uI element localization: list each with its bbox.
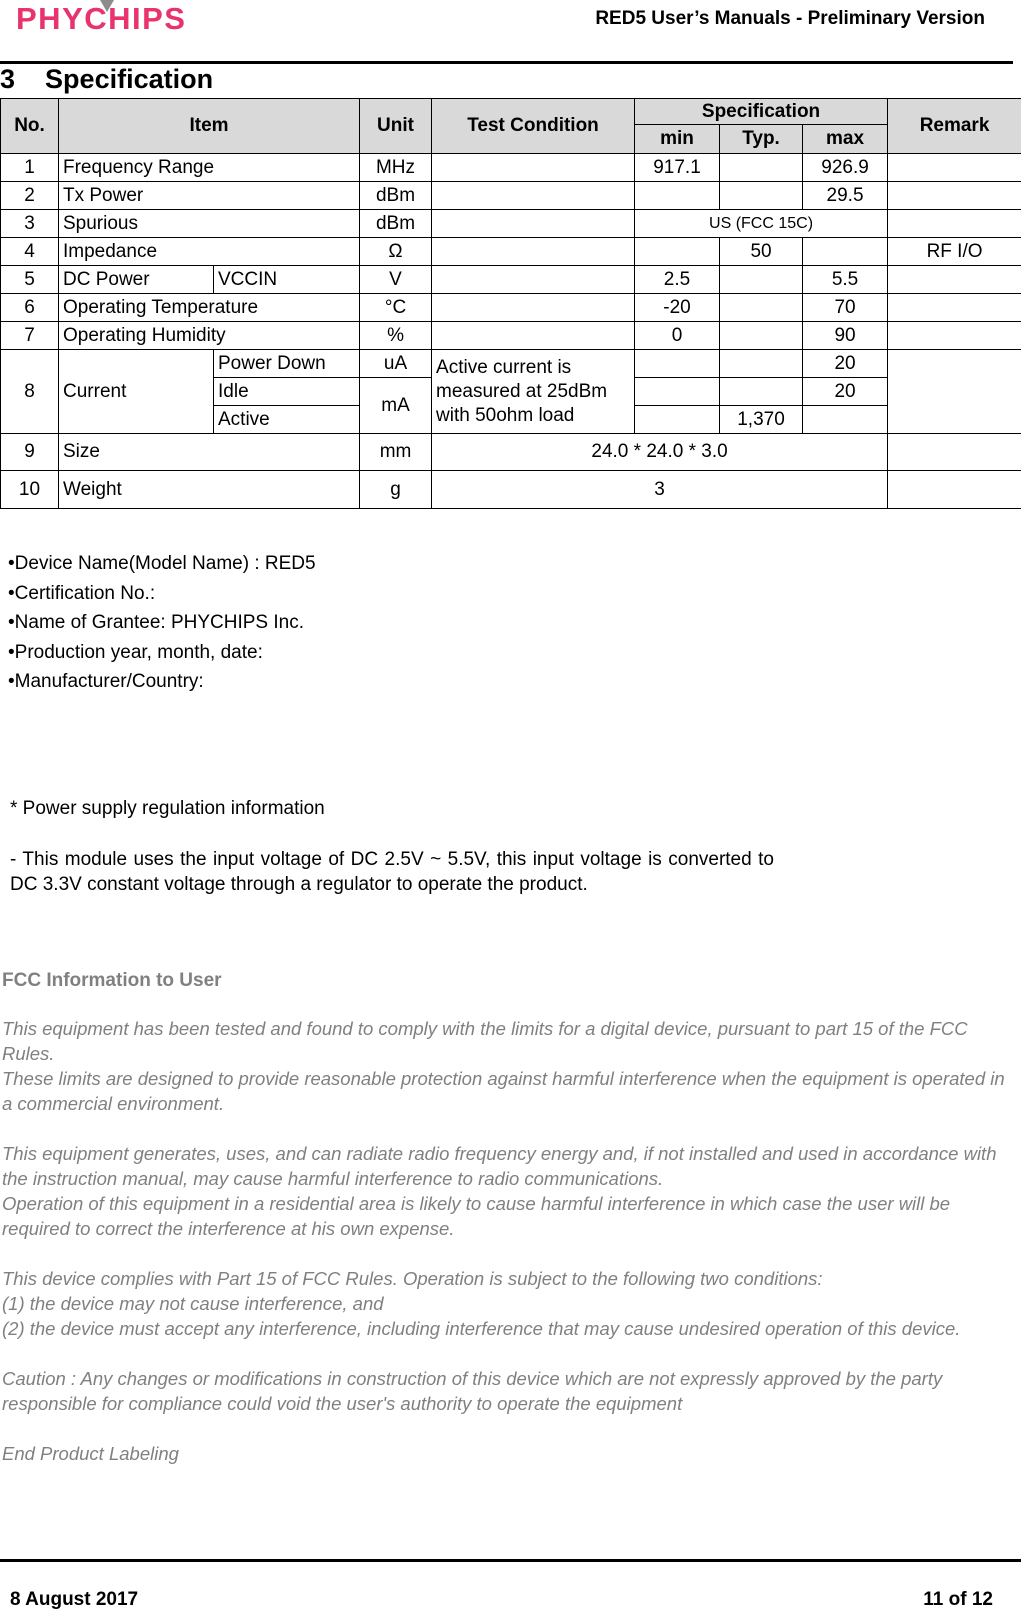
cell-min: 917.1: [635, 154, 720, 182]
cell-max: [803, 406, 888, 434]
cell-no: 1: [1, 154, 59, 182]
table-row: [1, 350, 1021, 378]
cell-min: [635, 350, 720, 378]
cell-unit: °C: [360, 294, 432, 322]
table-row: [1, 266, 1021, 294]
cell-unit: uA: [360, 350, 432, 378]
cell-remark: [888, 471, 1021, 509]
cell-unit: mm: [360, 434, 432, 471]
cell-remark: [888, 434, 1021, 471]
cell-test-condition: [432, 322, 635, 350]
cell-typ: [720, 322, 803, 350]
cell-no: 2: [1, 182, 59, 210]
cell-item: Spurious: [59, 210, 360, 238]
table-row: [1, 434, 1021, 471]
page-number: 11 of 12: [923, 1589, 993, 1610]
cell-min: [635, 182, 720, 210]
cell-no: 10: [1, 471, 59, 509]
cell-typ: [720, 182, 803, 210]
cell-spec: US (FCC 15C): [635, 210, 888, 238]
cell-no: 3: [1, 210, 59, 238]
cell-typ: [720, 154, 803, 182]
cell-typ: 1,370: [720, 406, 803, 434]
cell-min: 0: [635, 322, 720, 350]
header-typ: Typ.: [720, 125, 803, 154]
cell-remark: RF I/O: [888, 238, 1021, 266]
table-row: [1, 210, 1021, 238]
fcc-paragraph: This equipment has been tested and found to comply with the limits for a digital device, pursuant to part 15 of the FCC Rules.: [2, 1018, 968, 1064]
cell-remark: [888, 294, 1021, 322]
header-test-condition: Test Condition: [432, 99, 635, 154]
cell-spec: 3: [432, 471, 888, 509]
fcc-paragraph: This device complies with Part 15 of FCC Rules. Operation is subject to the following two conditions:: [2, 1268, 823, 1289]
cell-no: 8: [1, 350, 59, 434]
header-remark: Remark: [888, 99, 1021, 154]
cell-item: DC Power: [59, 266, 214, 294]
cell-subitem: Idle: [214, 378, 360, 406]
header-specification: Specification: [635, 99, 888, 125]
footer-divider: [0, 1559, 1021, 1562]
svg-text:PHYCHIPS: PHYCHIPS: [16, 1, 187, 36]
table-row: [1, 182, 1021, 210]
list-item: •Device Name(Model Name) : RED5: [8, 553, 316, 574]
cell-typ: [720, 378, 803, 406]
phychips-logo: [14, 0, 262, 36]
cell-max: 5.5: [803, 266, 888, 294]
cell-subitem: Active: [214, 406, 360, 434]
section-number: 3: [0, 64, 16, 94]
cell-test-condition: [432, 154, 635, 182]
cell-unit: g: [360, 471, 432, 509]
cell-test-condition: [432, 182, 635, 210]
cell-test-condition: Active current is measured at 25dBm with 50ohm load: [432, 350, 635, 434]
cell-min: [635, 406, 720, 434]
cell-test-condition: [432, 238, 635, 266]
table-row: [1, 238, 1021, 266]
cell-item: Operating Humidity: [59, 322, 360, 350]
table-row: [1, 322, 1021, 350]
cell-typ: [720, 294, 803, 322]
cell-test-condition: [432, 210, 635, 238]
cell-min: 2.5: [635, 266, 720, 294]
fcc-heading: FCC Information to User: [2, 970, 222, 991]
cell-typ: [720, 266, 803, 294]
cell-item: Tx Power: [59, 182, 360, 210]
section-heading: [0, 64, 213, 95]
section-title: Specification: [45, 64, 214, 94]
document-title: RED5 User’s Manuals - Preliminary Version: [595, 8, 985, 29]
fcc-paragraph: (1) the device may not cause interference, and: [2, 1293, 384, 1314]
cell-unit: dBm: [360, 210, 432, 238]
cell-unit: dBm: [360, 182, 432, 210]
cell-remark: [888, 350, 1021, 434]
cell-subitem: VCCIN: [214, 266, 360, 294]
cell-unit: %: [360, 322, 432, 350]
cell-max: 90: [803, 322, 888, 350]
cell-test-condition: [432, 294, 635, 322]
table-row: [1, 154, 1021, 182]
power-supply-heading: * Power supply regulation information: [10, 798, 325, 819]
cell-remark: [888, 182, 1021, 210]
cell-item: Frequency Range: [59, 154, 360, 182]
cell-max: 70: [803, 294, 888, 322]
cell-remark: [888, 322, 1021, 350]
fcc-paragraph: Caution : Any changes or modifications in construction of this device which are not expressly approved by the party responsible for compliance could void the user's authority to operate the equipment: [2, 1368, 943, 1414]
cell-min: [635, 378, 720, 406]
table-row: [1, 294, 1021, 322]
fcc-paragraph: (2) the device must accept any interference, including interference that may cause undesired operation of this device.: [2, 1318, 961, 1339]
cell-remark: [888, 266, 1021, 294]
cell-unit: Ω: [360, 238, 432, 266]
cell-max: [803, 238, 888, 266]
cell-spec: 24.0 * 24.0 * 3.0: [432, 434, 888, 471]
cell-max: 20: [803, 350, 888, 378]
cell-unit: mA: [360, 378, 432, 434]
cell-item: Impedance: [59, 238, 360, 266]
fcc-statement: [2, 1016, 1012, 1491]
cell-no: 5: [1, 266, 59, 294]
list-item: •Production year, month, date:: [8, 641, 263, 663]
table-row: [1, 471, 1021, 509]
footer-date: 8 August 2017: [10, 1589, 139, 1610]
cell-max: 926.9: [803, 154, 888, 182]
cell-item: Operating Temperature: [59, 294, 360, 322]
table-header-row: [1, 99, 1021, 125]
header-no: No.: [1, 99, 59, 154]
cell-min: -20: [635, 294, 720, 322]
cell-item: Size: [59, 434, 360, 471]
cell-unit: V: [360, 266, 432, 294]
cell-item: Weight: [59, 471, 360, 509]
header-unit: Unit: [360, 99, 432, 154]
fcc-paragraph: This equipment generates, uses, and can radiate radio frequency energy and, if not installed and used in accordance with the instruction manual, may cause harmful interference to radio communications.: [2, 1143, 997, 1189]
list-item: •Certification No.:: [8, 582, 156, 604]
list-item: •Manufacturer/Country:: [8, 671, 204, 692]
device-info-list: [8, 549, 316, 697]
cell-typ: 50: [720, 238, 803, 266]
cell-remark: [888, 210, 1021, 238]
power-supply-text: - This module uses the input voltage of DC 2.5V ~ 5.5V, this input voltage is converted to DC 3.3V constant voltage through a regulator to operate the product.: [10, 849, 774, 895]
specification-table: [0, 98, 1021, 509]
fcc-paragraph: Operation of this equipment in a residential area is likely to cause harmful interference in which case the user will be required to correct the interference at his own expense.: [2, 1193, 951, 1239]
cell-no: 6: [1, 294, 59, 322]
cell-no: 7: [1, 322, 59, 350]
header-min: min: [635, 125, 720, 154]
cell-max: 29.5: [803, 182, 888, 210]
cell-subitem: Power Down: [214, 350, 360, 378]
cell-min: [635, 238, 720, 266]
cell-unit: MHz: [360, 154, 432, 182]
cell-max: 20: [803, 378, 888, 406]
cell-no: 9: [1, 434, 59, 471]
cell-item: Current: [59, 350, 214, 434]
list-item: •Name of Grantee: PHYCHIPS Inc.: [8, 612, 304, 633]
fcc-paragraph: These limits are designed to provide reasonable protection against harmful interference when the equipment is operated in a commercial environment.: [2, 1068, 1005, 1114]
cell-remark: [888, 154, 1021, 182]
fcc-paragraph: End Product Labeling: [2, 1443, 179, 1464]
header-item: Item: [59, 99, 360, 154]
header-max: max: [803, 125, 888, 154]
cell-typ: [720, 350, 803, 378]
cell-test-condition: [432, 266, 635, 294]
cell-no: 4: [1, 238, 59, 266]
